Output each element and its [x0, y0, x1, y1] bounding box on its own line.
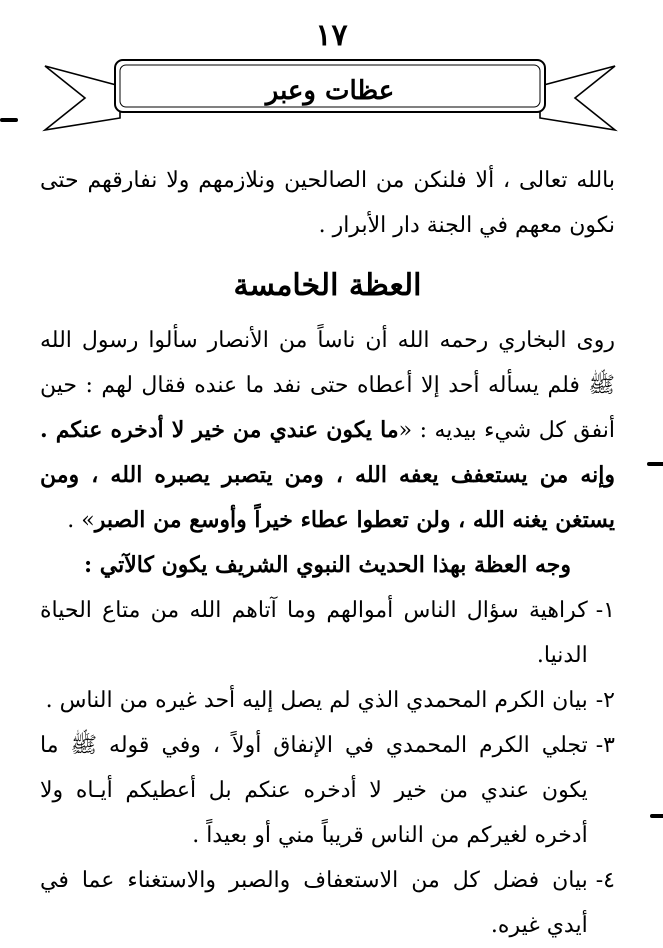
item-number: ١-	[595, 598, 615, 623]
list-item	[40, 858, 615, 948]
margin-mark	[650, 814, 663, 818]
hadith-close: » .	[67, 508, 95, 533]
item-text: كراهية سؤال الناس أموالهم وما آتاهم الله من متاع الحياة الدنيا.	[40, 598, 588, 668]
list-item	[40, 588, 615, 678]
banner-title: عظات وعبر	[265, 76, 395, 106]
item-number: ٢-	[595, 688, 615, 713]
section-heading: العظة الخامسة	[233, 268, 422, 303]
item-text: تجلي الكرم المحمدي في الإنفاق أولاً ، وفي قوله ﷺ ما يكون عندي من خير لا أدخره عنكم بل أعطيكم أيـاه ولا أدخره لغيركم من الناس قريباً مني أو بعيداً .	[40, 733, 588, 848]
item-number: ٤-	[595, 868, 615, 893]
lesson-heading: وجه العظة بهذا الحديث النبوي الشريف يكون كالآتي :	[83, 552, 572, 578]
item-number: ٣-	[595, 733, 615, 758]
item-text: بيان فضل كل من الاستعفاف والصبر والاستغناء عما في أيدي غيره.	[40, 868, 588, 938]
hadith-text: ما يكون عندي من خير لا أدخره عنكم . وإنه من يستعفف يعفه الله ، ومن يتصبر يصبره الله ، ومن يستغن يغنه الله ، ولن تعطوا عطاء خيراً وأوسع من الصبر	[40, 417, 615, 533]
item-text: بيان الكرم المحمدي الذي لم يصل إليه أحد غيره من الناس .	[45, 688, 588, 713]
narration-paragraph	[40, 318, 615, 543]
page-number: ١٧	[315, 18, 348, 53]
narration-text: روى البخاري رحمه الله أن ناساً من الأنصار سألوا رسول الله ﷺ فلم يسأله أحد إلا أعطاه حتى نفد ما عنده فقال لهم : حين أنفق كل شيء بيديه : «	[40, 328, 616, 443]
list-item	[40, 678, 615, 723]
intro-paragraph: بالله تعالى ، ألا فلنكن من الصالحين ونلازمهم ولا نفارقهم حتى نكون معهم في الجنة دار الأبرار .	[40, 168, 615, 238]
page-body	[40, 158, 615, 948]
margin-mark	[647, 462, 663, 466]
list-item	[40, 723, 615, 858]
margin-mark	[0, 118, 18, 122]
title-banner	[40, 58, 620, 138]
